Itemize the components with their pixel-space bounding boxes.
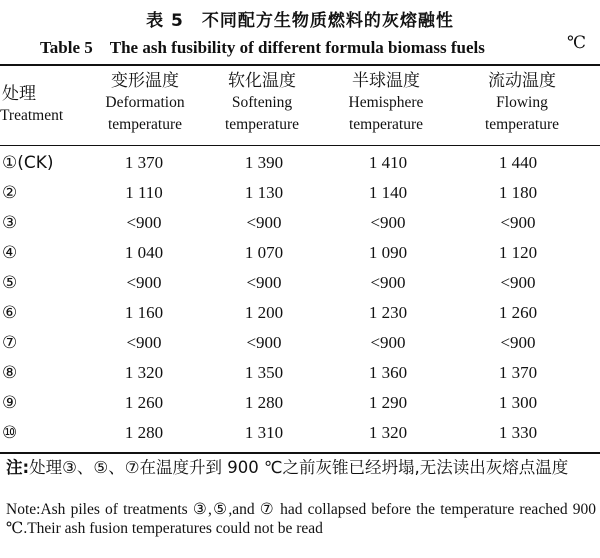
- row-treatment: ⑦: [2, 333, 18, 353]
- header-hemisphere-cn: 半球温度: [352, 71, 420, 91]
- cell-flowing: 1 120: [498, 243, 538, 262]
- table-title-en-text: Table 5 The ash fusibility of different formula biomass fuels: [40, 38, 485, 57]
- unit-label: ℃: [566, 33, 586, 52]
- row-treatment: ④: [2, 243, 18, 263]
- cell-softening: 1 200: [244, 303, 284, 322]
- header-softening: [206, 70, 318, 136]
- row-treatment: ⑤: [2, 273, 18, 293]
- table-row: [0, 178, 600, 208]
- header-flowing: [462, 70, 582, 136]
- cell-deformation: <900: [126, 213, 162, 232]
- cell-flowing: 1 260: [498, 303, 538, 322]
- cell-softening: <900: [246, 273, 282, 292]
- header-deformation-cn: 变形温度: [111, 71, 179, 91]
- cell-deformation: 1 040: [124, 243, 164, 262]
- row-treatment: ⑩: [2, 423, 18, 443]
- note-cn-text: 处理③、⑤、⑦在温度升到 900 ℃之前灰锥已经坍塌,无法读出灰熔点温度: [29, 458, 569, 477]
- cell-flowing: 1 180: [498, 183, 538, 202]
- cell-deformation: 1 370: [124, 153, 164, 172]
- table-row: [0, 358, 600, 388]
- table-header-rule: [0, 145, 600, 146]
- header-treatment-en: Treatment: [0, 107, 64, 124]
- cell-softening: 1 350: [244, 363, 284, 382]
- note-en: [6, 500, 596, 538]
- cell-hemisphere: 1 410: [368, 153, 408, 172]
- table-title-cn: 表 5 不同配方生物质燃料的灰熔融性: [146, 11, 454, 31]
- cell-deformation: 1 320: [124, 363, 164, 382]
- header-deformation-en1: Deformation: [105, 94, 185, 111]
- table-row: [0, 328, 600, 358]
- header-hemisphere-en1: Hemisphere: [348, 94, 424, 111]
- cell-hemisphere: 1 090: [368, 243, 408, 262]
- cell-hemisphere: <900: [370, 213, 406, 232]
- cell-hemisphere: <900: [370, 333, 406, 352]
- cell-softening: <900: [246, 213, 282, 232]
- cell-softening: 1 130: [244, 183, 284, 202]
- row-treatment: ③: [2, 213, 18, 233]
- header-deformation: [88, 70, 202, 136]
- cell-deformation: <900: [126, 333, 162, 352]
- table-row: [0, 418, 600, 448]
- cell-softening: 1 310: [244, 423, 284, 442]
- table-row: [0, 298, 600, 328]
- note-en-text: Ash piles of treatments ③,⑤,and ⑦ had collapsed before the temperature reached 900 ℃.Their ash fusion temperatures could not be read: [6, 501, 596, 537]
- cell-hemisphere: 1 290: [368, 393, 408, 412]
- cell-hemisphere: 1 230: [368, 303, 408, 322]
- row-treatment: ⑨: [2, 393, 18, 413]
- header-flowing-cn: 流动温度: [488, 71, 556, 91]
- cell-deformation: 1 110: [125, 183, 163, 202]
- cell-flowing: 1 300: [498, 393, 538, 412]
- cell-deformation: 1 260: [124, 393, 164, 412]
- cell-flowing: <900: [500, 213, 536, 232]
- table-row: [0, 268, 600, 298]
- cell-softening: 1 070: [244, 243, 284, 262]
- table-row: [0, 208, 600, 238]
- row-treatment: ⑧: [2, 363, 18, 383]
- table-bottom-rule: [0, 452, 600, 454]
- table-row: [0, 148, 600, 178]
- cell-hemisphere: <900: [370, 273, 406, 292]
- header-treatment: [0, 83, 86, 127]
- row-treatment: ②: [2, 183, 18, 203]
- table-top-rule: [0, 64, 600, 66]
- cell-softening: 1 280: [244, 393, 284, 412]
- table-row: [0, 238, 600, 268]
- cell-softening: <900: [246, 333, 282, 352]
- cell-deformation: 1 280: [124, 423, 164, 442]
- cell-hemisphere: 1 320: [368, 423, 408, 442]
- cell-deformation: 1 160: [124, 303, 164, 322]
- header-treatment-cn: 处理: [2, 84, 36, 104]
- header-softening-en1: Softening: [231, 94, 293, 111]
- table-row: [0, 388, 600, 418]
- header-softening-cn: 软化温度: [228, 71, 296, 91]
- row-treatment: ①(CK): [2, 153, 54, 173]
- header-hemisphere: [330, 70, 442, 136]
- cell-hemisphere: 1 360: [368, 363, 408, 382]
- cell-softening: 1 390: [244, 153, 284, 172]
- cell-deformation: <900: [126, 273, 162, 292]
- header-deformation-en2: temperature: [107, 116, 182, 133]
- header-flowing-en1: Flowing: [496, 94, 548, 111]
- cell-flowing: <900: [500, 333, 536, 352]
- header-hemisphere-en2: temperature: [348, 116, 423, 133]
- header-flowing-en2: temperature: [484, 116, 559, 133]
- note-en-label: Note:: [6, 501, 41, 518]
- cell-flowing: 1 440: [498, 153, 538, 172]
- cell-flowing: 1 330: [498, 423, 538, 442]
- cell-flowing: 1 370: [498, 363, 538, 382]
- note-cn-label: 注:: [6, 458, 30, 477]
- header-softening-en2: temperature: [224, 116, 299, 133]
- row-treatment: ⑥: [2, 303, 18, 323]
- cell-hemisphere: 1 140: [368, 183, 408, 202]
- cell-flowing: <900: [500, 273, 536, 292]
- note-cn: [6, 457, 596, 479]
